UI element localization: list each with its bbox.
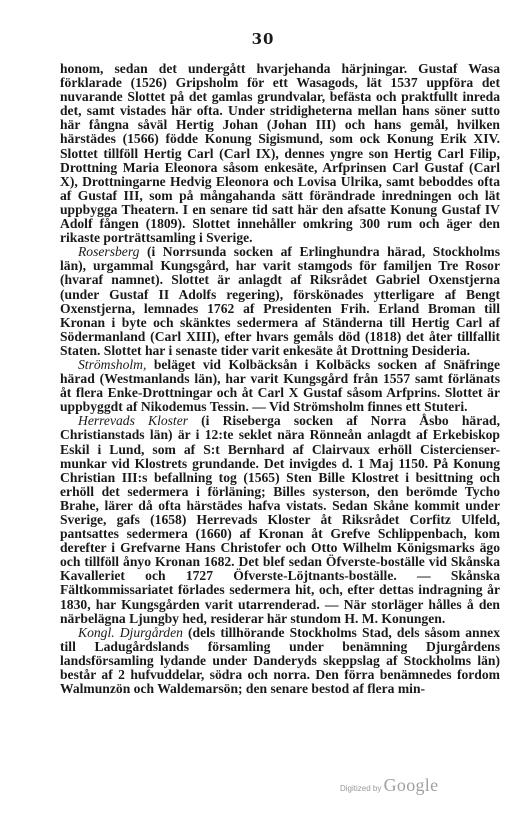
paragraph-text: (i Riseberga socken af Norra Åsbo härad, Christianstads län) är i 12:te seklet nära Rönneån anlagdt af Erkebiskop Eskil i Lund, som af S:t Bernhard af Clairvaux erhöll Cistercienser-munkar vid Klostrets grundande. Det invigdes d. 1 Maj 1150. På Konung Christian III:s befallning tog (1565) Sten Bille Klostret i besittning och erhöll det sedermera i förläning; Billes systerson, den berömde Tycho Brahe, lärer då ofta härstädes hafva vistats. Sedan Skåne kommit under Sverige, gafs (1658) Herrevads Kloster åt Riksrådet Corfitz Ulfeld, pantsattes sedermera (1660) af Kronan åt Grefve Schlippenbach, kom derefter i Grefvarne Hans Christofer och Otto Wilhelm Königsmarks ägo och tillföll ånyo Kronan 1682. Det blef sedan Öfverste-boställe vid Skånska Kavalleriet och 1727 Öfverste-Löjtnants-boställe. — Skånska Fältkommissariatet förlades sedermera hit, och, efter dettas indragning år 1830, har Kungsgården varit utarrenderad. — När storläger hålles å den närbelägna Ljungby hed, residerar här stundom H. M. Konungen. <box>60 413 500 626</box>
place-name: Rosersberg <box>78 244 140 260</box>
watermark-prefix: Digitized by <box>340 784 382 793</box>
paragraph-gripsholm <box>60 62 500 245</box>
paragraph-rosersberg <box>60 245 500 358</box>
digitization-watermark <box>340 775 438 796</box>
paragraph-text: (dels tillhörande Stockholms Stad, dels såsom annex till Ladugårdslands församling under benämning Djurgårdens landsförsamling lydande under Danderyds skeppslag af Stockholms län) består af 2 hufvuddelar, södra och norra. Den förra benämnedes fordom Walmunzön och Waldemarsön; den senare bestod af flera min- <box>60 624 500 697</box>
place-name: Kongl. Djurgården <box>78 624 183 640</box>
paragraph-text: (i Norrsunda socken af Erlinghundra härad, Stockholms län), urgammal Kungsgård, har varit stamgods för familjen Tre Rosor (hvaraf namnet). Slottet är anlagdt af Riksrådet Gabriel Oxenstjerna (under Gustaf II Adolfs regering), förskönades ytterligare af Bengt Oxenstjerna, lemnades 1762 af Presidenten Frih. Erland Broman till Kronan i byte och skänktes sedermera af Ständerna till Hertig Carl af Södermanland (Carl XIII), efter hvars gemåls död (1818) det åter tillfallit Staten. Slottet har i senaste tider varit enkesäte åt Drottning Desideria. <box>60 244 500 358</box>
paragraph-stromsholm <box>60 358 500 414</box>
page-body <box>60 62 500 696</box>
place-name: Herrevads Kloster <box>78 413 189 429</box>
paragraph-text: honom, sedan det undergått hvarjehanda härjningar. Gustaf Wasa förklarade (1526) Gripsholm för ett Wasagods, lät 1537 uppföra det nuvarande Slottet på det gamlas grundvalar, befästa och praktfullt inreda det, samt vistades här ofta. Under stridigheterna mellan hans söner sutto här fångna såväl Hertig Johan (Johan III) och hans gemål, hvilken härstädes (1566) födde Konung Sigismund, som ock Konung Erik XIV. Slottet tillföll Hertig Carl (Carl IX), dennes yngre son Hertig Carl Filip, Drottning Maria Eleonora såsom enkesäte, Arfprinsen Carl Gustaf (Carl X), Drottningarne Hedvig Eleonora och Lovisa Ulrika, samt beboddes ofta af Gustaf III, som på mångahanda sätt förändrade inredningen och lät uppbygga Theatern. I en senare tid satt här den afsatte Konung Gustaf IV Adolf fången (1809). Slottet innehåller omkring 300 rum och äger den rikaste porträttsamling i Sverige. <box>60 61 500 246</box>
paragraph-text: beläget vid Kolbäcksån i Kolbäcks socken af Snäfringe härad (Westmanlands län), har varit Kungsgård från 1557 samt förlänats åt flera Enke-Drottningar och åt Carl X Gustaf såsom Arfprins. Slottet är uppbyggdt af Nikodemus Tessin. — Vid Strömsholm finnes ett Stuteri. <box>60 356 500 415</box>
place-name: Strömsholm, <box>78 356 147 372</box>
paragraph-herrevad <box>60 414 500 625</box>
page-number: 30 <box>251 30 275 48</box>
paragraph-djurgarden <box>60 626 500 696</box>
watermark-brand: Google <box>383 775 439 795</box>
